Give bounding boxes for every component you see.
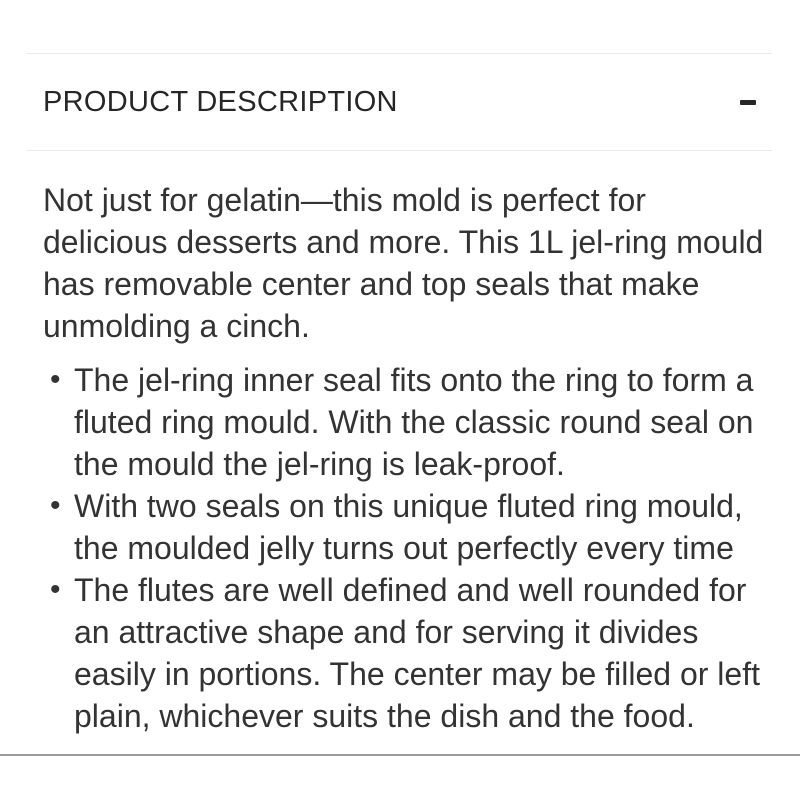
product-description-content xyxy=(27,151,772,757)
minus-icon xyxy=(740,100,756,105)
section-title: PRODUCT DESCRIPTION xyxy=(43,85,398,118)
description-bullet-list xyxy=(43,359,772,737)
product-description-section xyxy=(27,53,772,757)
product-description-accordion-header[interactable] xyxy=(27,54,772,151)
list-item: • The flutes are well defined and well rounded for an attractive shape and for serving it divides easily in portions. The center may be filled or left plain, whichever suits the dish and the food. xyxy=(74,569,772,737)
description-paragraph: Not just for gelatin—this mold is perfect for delicious desserts and more. This 1L jel-ring mould has removable center and top seals that make unmolding a cinch. xyxy=(43,182,764,344)
section-divider xyxy=(0,754,800,756)
list-item: • With two seals on this unique fluted ring mould, the moulded jelly turns out perfectly every time xyxy=(74,485,772,569)
list-item: • The jel-ring inner seal fits onto the ring to form a fluted ring mould. With the classic round seal on the mould the jel-ring is leak-proof. xyxy=(74,359,772,485)
